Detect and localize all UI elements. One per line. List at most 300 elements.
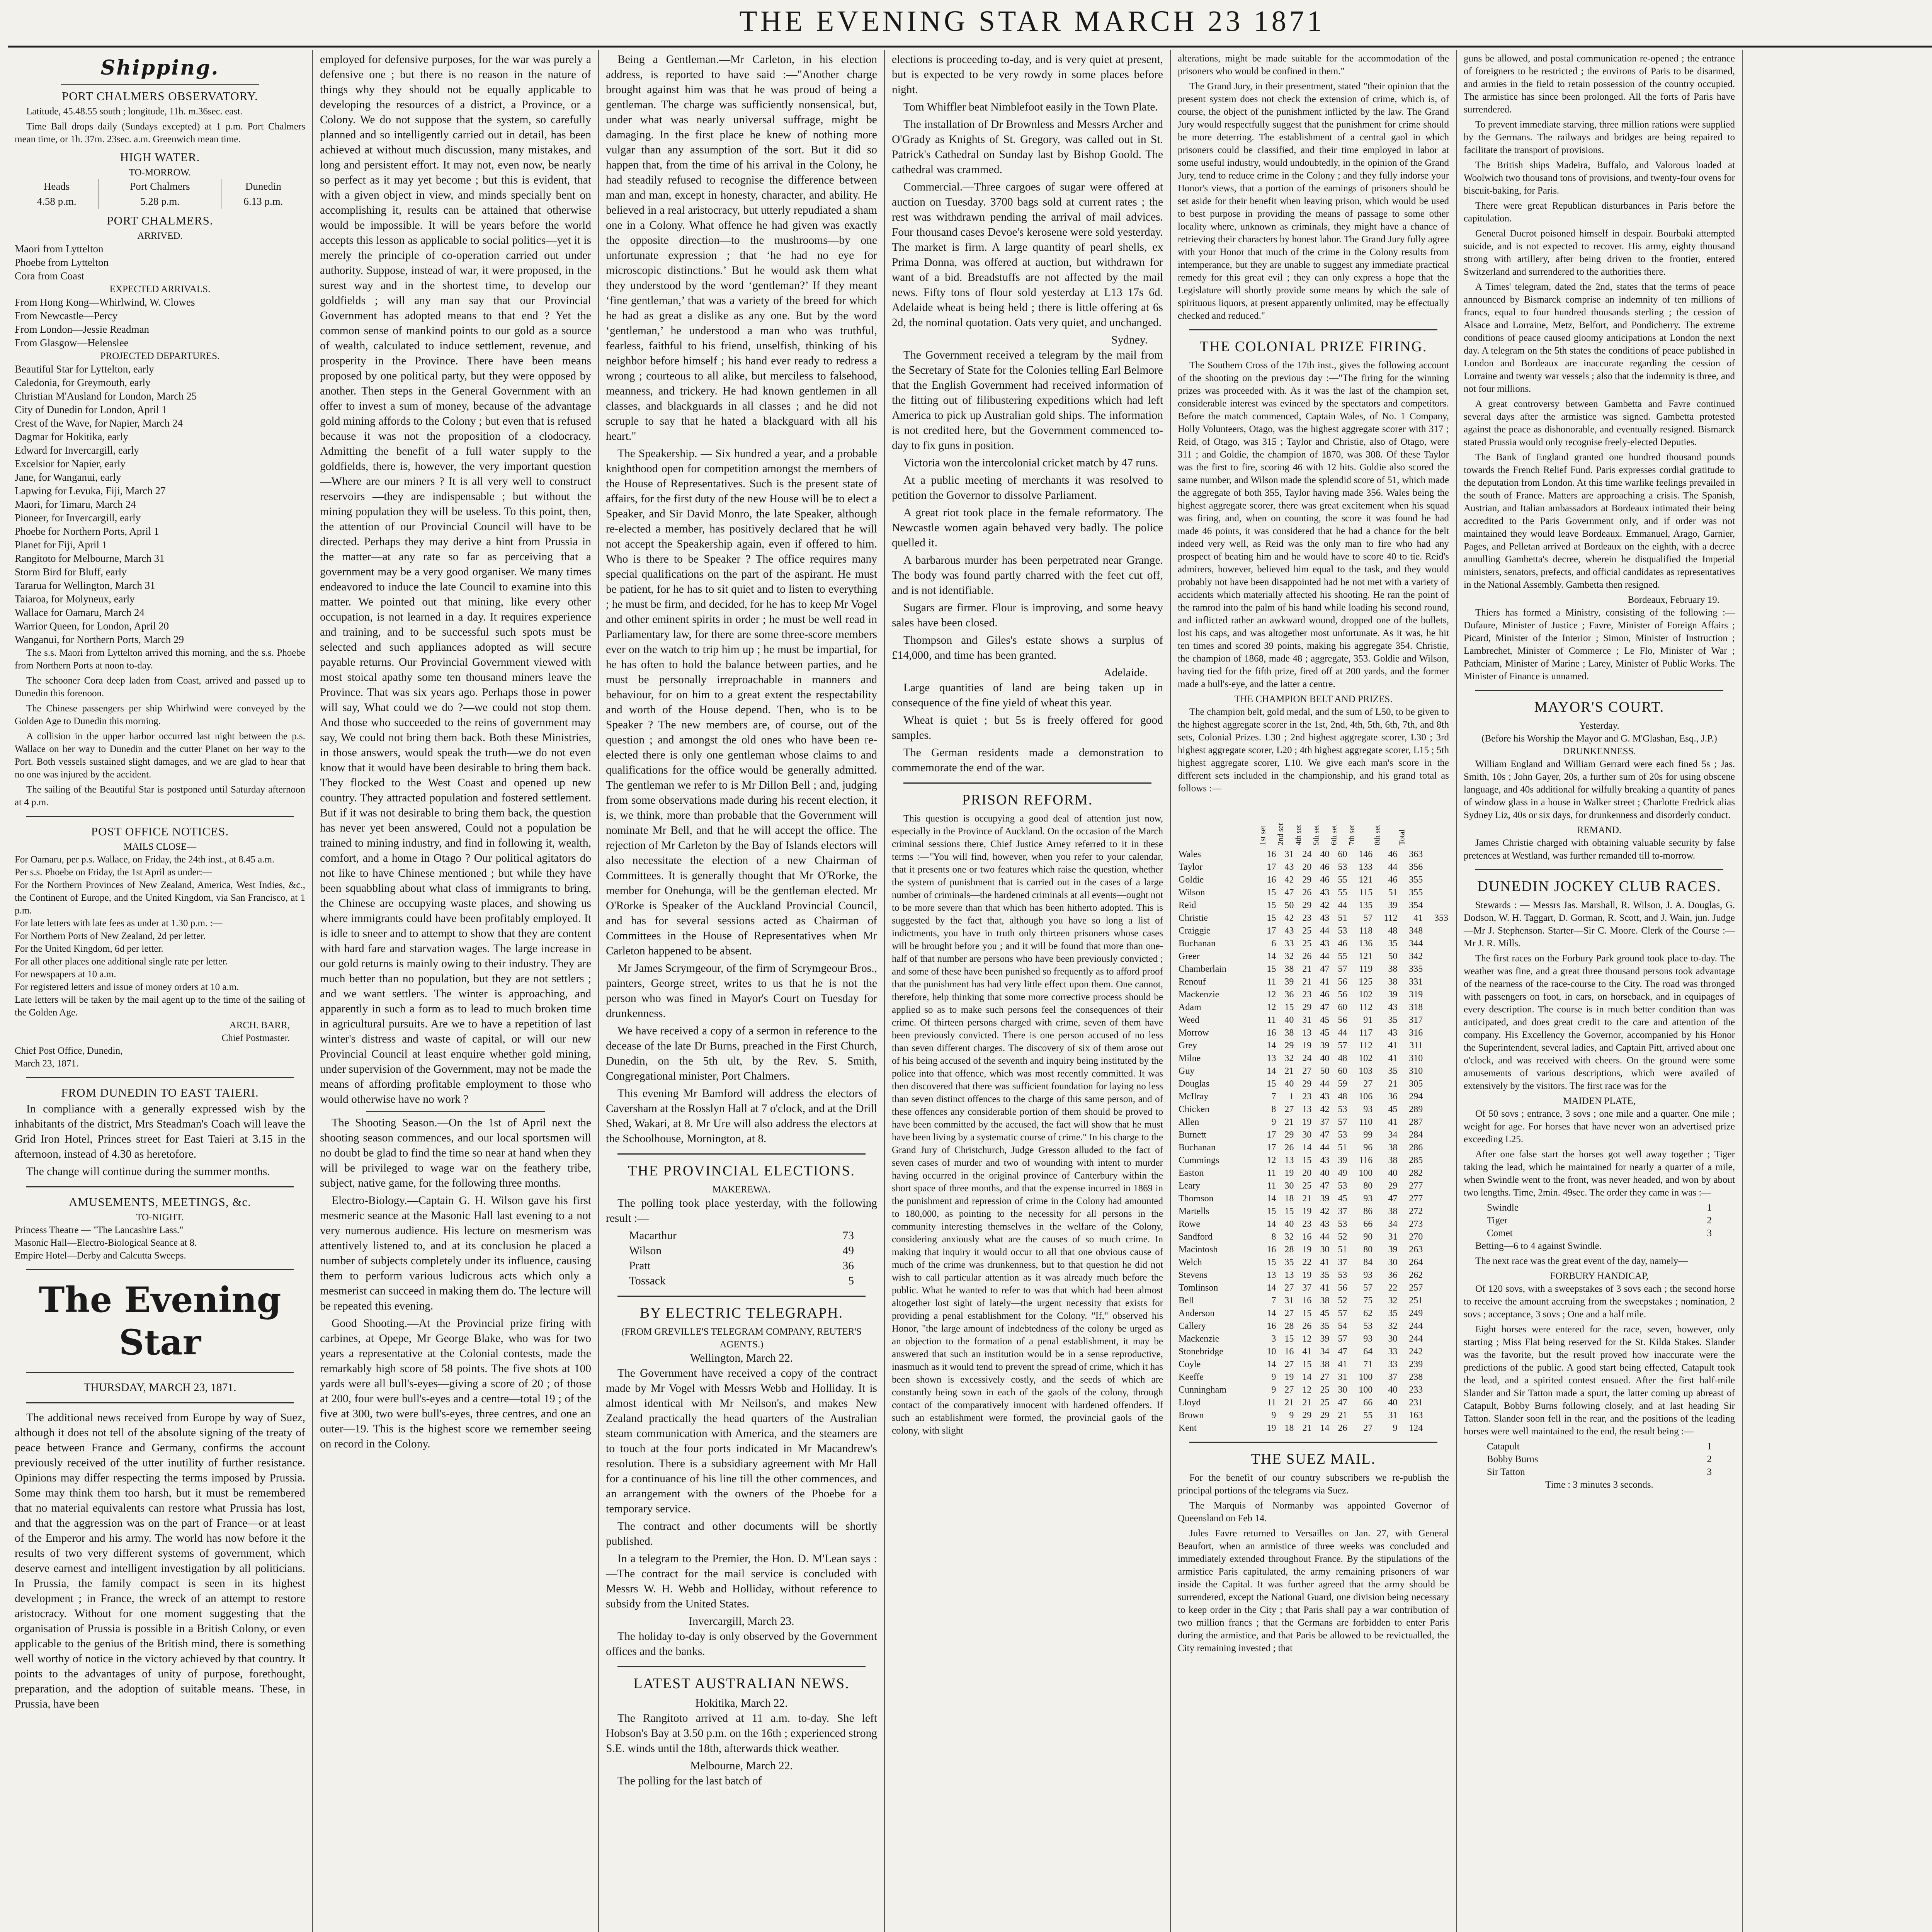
divider <box>26 1402 294 1403</box>
table-row <box>1178 1103 1449 1116</box>
score-cell: 36 <box>1388 1270 1398 1280</box>
score-cell: 6 <box>1271 939 1276 949</box>
list-item <box>15 389 305 403</box>
score-cell: 244 <box>1409 1321 1423 1331</box>
score-cell: 21 <box>1338 1410 1347 1420</box>
score-cell: 31 <box>1338 1372 1347 1382</box>
table-row <box>1178 1141 1449 1154</box>
score-cell: 57 <box>1338 1041 1347 1051</box>
table-row <box>1178 912 1449 925</box>
score-cell: 51 <box>1338 913 1347 923</box>
score-cell: 16 <box>1284 1347 1294 1357</box>
score-cell: 41 <box>1302 1347 1312 1357</box>
score-cell: 25 <box>1302 1181 1312 1191</box>
score-cell: 264 <box>1409 1257 1423 1267</box>
race-text: Eight horses were entered for the race, seven, however, only starting ; Miss Flat being reserved for the St. Kilda Stakes. Slander was the favorite, but the result proved how inaccurate were the predictions of the public. A good start being effected, Catapult took the lead, and a spirited contest ensued. After the first half-mile Slander and Sir Tatton made a spurt, the latter coming up abreast of Catapult, Bobby Burns following closely, and at last heading Sir Tatton. Slander soon fell in the rear, and the positions of the leading horses were well maintained to the end, the result being :— <box>1464 1324 1735 1437</box>
competitor-name: Wales <box>1179 849 1201 859</box>
score-cell: 55 <box>1338 875 1347 885</box>
score-cell: 331 <box>1409 977 1423 987</box>
post-line: For newspapers at 10 a.m. <box>15 969 116 980</box>
score-cell: 35 <box>1388 939 1398 949</box>
list-item <box>15 552 305 565</box>
score-cell: 55 <box>1338 951 1347 961</box>
score-cell: 28 <box>1284 1321 1294 1331</box>
score-cell: 19 <box>1302 1270 1312 1280</box>
score-cell: 11 <box>1267 1398 1276 1408</box>
score-cell: 43 <box>1320 939 1330 949</box>
list-item-text: Christian M'Ausland for London, March 25 <box>15 390 197 402</box>
score-cell: 112 <box>1384 913 1398 923</box>
score-cell: 62 <box>1363 1308 1373 1318</box>
list-item <box>15 457 305 471</box>
score-cell: 45 <box>1320 1015 1330 1025</box>
score-cell: 9 <box>1271 1410 1276 1420</box>
score-cell: 35 <box>1388 1066 1398 1076</box>
score-cell: 38 <box>1388 964 1398 974</box>
competitor-name: Bell <box>1179 1296 1194 1306</box>
list-item <box>15 362 305 376</box>
list-item-text: Edward for Invercargill, early <box>15 444 139 456</box>
post-signature: ARCH. BARR, <box>229 1020 290 1031</box>
score-cell: 14 <box>1320 1423 1330 1433</box>
score-cell: 38 <box>1284 964 1294 974</box>
news-text: At a public meeting of merchants it was resolved to petition the Governor to dissolve Parliament. <box>892 474 1163 502</box>
score-cell: 32 <box>1284 1232 1294 1242</box>
jockey-club-heading: DUNEDIN JOCKEY CLUB RACES. <box>1477 878 1721 895</box>
race-text: The first races on the Forbury Park ground took place to-day. The weather was fine, and a great three thousand persons took advantage of the nearness of the race-course to the City. The road was thronged with passengers on foot, in cars, on horseback, and in equipages of every description. The course is in much better condition than was anticipated, and does great credit to the care and attention of the company. His Excellency the Governor, accompanied by his Honor the Superintendent, several ladies, and Captain Pitt, arrived about one o'clock, and was received with cheers. On the ground were some amusements of various descriptions, which were availed of extensively by the visitors. The first race was for the <box>1464 953 1735 1091</box>
score-cell: 47 <box>1338 1347 1347 1357</box>
table-row <box>1178 1294 1449 1307</box>
score-cell: 30 <box>1388 1334 1398 1344</box>
taieri-text: In compliance with a generally expressed wish by the inhabitants of the district, Mrs Steadman's Coach will leave the Grid Iron Hotel, Princes street for East Taieri at 3.15 in the afternoon, instead of 4.30 as heretofore. <box>15 1103 305 1160</box>
score-cell: 14 <box>1267 1194 1276 1204</box>
score-cell: 29 <box>1284 1130 1294 1140</box>
stewards-text: Stewards : — Messrs Jas. Marshall, R. Wilson, J. A. Douglas, G. Dodson, W. H. Taggart, D. Gorman, R. Scott, and J. Wain, jun. Judge—Mr J. Stephenson. Starter—Sir C. Moore. Clerk of the Course :—Mr J. R. Mills. <box>1464 900 1735 949</box>
post-line: For Oamaru, per p.s. Wallace, on Friday, the 24th inst., at 8.45 a.m. <box>15 854 275 865</box>
score-cell: 47 <box>1284 888 1294 898</box>
score-cell: 64 <box>1363 1347 1373 1357</box>
score-cell: 23 <box>1302 913 1312 923</box>
competitor-name: Stevens <box>1179 1270 1208 1280</box>
score-cell: 53 <box>1338 1270 1347 1280</box>
list-item-text: Tararua for Wellington, March 31 <box>15 580 155 591</box>
score-cell: 21 <box>1284 1398 1294 1408</box>
score-cell: 51 <box>1388 888 1398 898</box>
table-row <box>1178 1129 1449 1141</box>
score-cell: 40 <box>1320 1053 1330 1063</box>
score-cell: 60 <box>1338 1066 1347 1076</box>
competitor-name: Anderson <box>1179 1308 1215 1318</box>
score-cell: 8 <box>1271 1104 1276 1114</box>
lead-article: The additional news received from Europe by way of Suez, although it does not tell of the absolute signing of the treaty of peace between France and Germany, confirms the account previously received of the utter inutility of further resistance. Opinions may differ respecting the terms imposed by Prussia. Some may think them too harsh, but it must be remembered that no material equivalents can restore what Prussia has lost, and that the aggression was on the part of France—or at least of the Emperor and his army. The world has now before it the results of two very different systems of government, which deserve earnest and intelligent investigation by all politicians. In Prussia, the family compact is seen in its highest development ; in France, the wreck of an attempt to restore aristocracy. Without for one moment suggesting that the organisation of Prussia is possible in a British Colony, or even applicable to the genius of the British mind, there is something well worthy of notice in the victory achieved by that country. It points to the advantages of unity of purpose, forethought, preparation, and the adoption of suitable means. These, in Prussia, have been <box>15 1412 305 1710</box>
score-cell: 29 <box>1284 1041 1294 1051</box>
list-item <box>15 579 305 592</box>
score-cell: 242 <box>1409 1347 1423 1357</box>
score-cell: 51 <box>1338 1143 1347 1153</box>
list-item <box>15 417 305 430</box>
forbury-results <box>1464 1440 1735 1478</box>
list-item <box>15 619 305 633</box>
score-cell: 33 <box>1388 1347 1398 1357</box>
prize-header <box>1348 797 1373 848</box>
score-cell: 17 <box>1267 926 1276 936</box>
score-cell: 39 <box>1388 990 1398 1000</box>
poll-row: Tossack 5 <box>629 1275 854 1287</box>
table-row <box>1178 1065 1449 1078</box>
score-cell: 43 <box>1320 888 1330 898</box>
list-item <box>15 565 305 579</box>
prize-header <box>1277 797 1294 848</box>
score-cell: 45 <box>1320 1028 1330 1038</box>
column-6 <box>1457 52 1742 1932</box>
list-item-text: Wanganui, for Northern Ports, March 29 <box>15 634 184 645</box>
score-cell: 40 <box>1320 849 1330 859</box>
table-row <box>1178 861 1449 874</box>
score-cell: 43 <box>1320 1092 1330 1102</box>
ship-note: The schooner Cora deep laden from Coast, arrived and passed up to Dunedin this forenoon. <box>15 675 305 699</box>
tonight-label: TO-NIGHT. <box>136 1212 184 1223</box>
score-cell: 15 <box>1267 900 1276 910</box>
tide-header: Heads <box>15 179 99 194</box>
score-cell: 41 <box>1320 1257 1330 1267</box>
table-row <box>1178 1256 1449 1269</box>
score-cell: 55 <box>1338 888 1347 898</box>
score-cell: 41 <box>1413 913 1423 923</box>
table-row <box>1178 1001 1449 1014</box>
result-row: Swindle 1 <box>1487 1202 1712 1213</box>
score-cell: 25 <box>1302 939 1312 949</box>
score-cell: 48 <box>1388 926 1398 936</box>
list-item-text: Planet for Fiji, April 1 <box>15 539 107 551</box>
score-cell: 30 <box>1320 1245 1330 1255</box>
competitor-name: Goldie <box>1179 875 1204 885</box>
race-text: Of 120 sovs, with a sweepstakes of 3 sovs each ; the second horse to receive the amount accruing from the sweepstakes ; nomination, 2 sovs ; acceptance, 3 sovs ; One and a half mile. <box>1464 1284 1735 1320</box>
score-cell: 28 <box>1284 1245 1294 1255</box>
score-cell: 93 <box>1363 1194 1373 1204</box>
table-row <box>1178 1371 1449 1384</box>
divider <box>26 816 294 817</box>
dateline: Invercargill, March 23. <box>689 1615 794 1628</box>
score-cell: 13 <box>1267 1053 1276 1063</box>
score-cell: 19 <box>1284 1168 1294 1178</box>
competitor-name: Renouf <box>1179 977 1206 987</box>
telegram-text: The Government have received a copy of the contract made by Mr Vogel with Messrs Webb and Holliday. It is almost identical with Mr Neilson's, and makes New Zealand practically the head quarters of the Australian steam communication with America, and the steamers are to touch at the four ports indicated in Mr Macandrew's resolution. There is a subsidiary agreement with Mr Hall for a continuance of his line till the other commences, and an arrangement with the owners of the Phoebe for a temporary service. <box>606 1367 877 1515</box>
score-cell: 16 <box>1267 1245 1276 1255</box>
score-cell: 238 <box>1409 1372 1423 1382</box>
result-row: Tiger 2 <box>1487 1215 1712 1226</box>
score-cell: 33 <box>1284 939 1294 949</box>
score-cell: 93 <box>1363 1104 1373 1114</box>
score-cell: 135 <box>1359 900 1373 910</box>
race-text: Of 50 sovs ; entrance, 3 sovs ; one mile and a quarter. One mile ; weight for age. For horses that have never won an advertised prize exceeding L25. <box>1464 1109 1735 1145</box>
good-shooting: Good Shooting.—At the Provincial prize firing with carbines, at Opepe, Mr George Blake, who was for two years a representative at the Colonial contests, made the remarkably high score of 58 points. The five shots at 100 yards were all bull's-eyes—giving a score of 20 ; of those at 200, four were bull's-eyes and a centre—total 19 ; of the five at 300, two were bull's-eyes, three centres, and one an outer—19. This is the highest score we remember seeing on record in the Colony. <box>320 1317 591 1450</box>
prize-header <box>1373 797 1398 848</box>
competitor-name: Cunningham <box>1179 1385 1226 1395</box>
score-cell: 46 <box>1320 990 1330 1000</box>
table-row <box>1178 1154 1449 1167</box>
score-cell: 117 <box>1359 1028 1373 1038</box>
score-cell: 16 <box>1302 1296 1312 1306</box>
score-cell: 18 <box>1284 1423 1294 1433</box>
divider <box>617 1296 866 1297</box>
score-cell: 56 <box>1338 990 1347 1000</box>
observatory-heading: PORT CHALMERS OBSERVATORY. <box>62 89 258 103</box>
news-text: Thiers has formed a Ministry, consisting of the following :—Dufaure, Minister of Justice ; Favre, Minister of Foreign Affairs ; Picard, Minister of the Interior ; Simon, Minister of Instruction ; Lambrechet, Minister of Commerce ; Le Flo, Minister of War ; Pathciam, Minister of Marine ; Larey, Minister of Public Works. The Minister of Finance is unnamed. <box>1464 607 1735 682</box>
score-cell: 22 <box>1302 1257 1312 1267</box>
score-cell: 38 <box>1388 1143 1398 1153</box>
taieri-heading: FROM DUNEDIN TO EAST TAIERI. <box>61 1086 259 1099</box>
score-cell: 39 <box>1320 1041 1330 1051</box>
divider <box>617 1153 866 1155</box>
list-item-text: Pioneer, for Invercargill, early <box>15 512 141 524</box>
score-cell: 14 <box>1267 1283 1276 1293</box>
list-item-text: Maori, for Timaru, March 24 <box>15 498 136 510</box>
score-cell: 91 <box>1363 1015 1373 1025</box>
score-cell: 9 <box>1271 1385 1276 1395</box>
score-cell: 353 <box>1434 913 1448 923</box>
score-cell: 15 <box>1284 1206 1294 1216</box>
score-cell: 115 <box>1359 888 1373 898</box>
score-cell: 38 <box>1284 1028 1294 1038</box>
score-cell: 20 <box>1302 1168 1312 1178</box>
score-cell: 34 <box>1388 1219 1398 1229</box>
score-cell: 344 <box>1409 939 1423 949</box>
score-cell: 18 <box>1284 1194 1294 1204</box>
score-cell: 80 <box>1363 1181 1373 1191</box>
score-cell: 31 <box>1388 1232 1398 1242</box>
score-cell: 39 <box>1284 977 1294 987</box>
table-row <box>1178 1231 1449 1243</box>
score-cell: 26 <box>1302 1321 1312 1331</box>
competitor-name: Martells <box>1179 1206 1209 1216</box>
list-item-text: Crest of the Wave, for Napier, March 24 <box>15 417 183 429</box>
list-item <box>15 511 305 525</box>
ship-note: A collision in the upper harbor occurred last night between the p.s. Wallace on her way to Dunedin and the cutter Planet on her way to the Port. Both vessels sustained slight damages, and we are glad to hear that no one was injured by the accident. <box>15 731 305 780</box>
score-cell: 21 <box>1302 1423 1312 1433</box>
maiden-results <box>1464 1201 1735 1240</box>
telegraph-sub: (FROM GREVILLE'S TELEGRAM COMPANY, REUTER'S AGENTS.) <box>621 1327 862 1350</box>
score-cell: 21 <box>1302 977 1312 987</box>
competitor-name: Adam <box>1179 1002 1201 1012</box>
shipping-heading: Shipping. <box>100 56 219 80</box>
court-text: James Christie charged with obtaining valuable security by false pretences at Westland, was further remanded till to-morrow. <box>1464 838 1735 861</box>
score-cell: 13 <box>1302 1028 1312 1038</box>
list-item: From London—Jessie Readman <box>15 323 149 335</box>
post-lines <box>15 853 305 1019</box>
score-cell: 13 <box>1302 1104 1312 1114</box>
masthead-rule <box>8 46 1932 48</box>
table-row <box>1178 848 1449 861</box>
score-cell: 41 <box>1388 1117 1398 1127</box>
news-text: A great riot took place in the female reformatory. The Newcastle women again behaved very badly. The police quelled it. <box>892 507 1163 549</box>
score-cell: 14 <box>1267 1041 1276 1051</box>
amusement-item: Empire Hotel—Derby and Calcutta Sweeps. <box>15 1250 186 1261</box>
makerewa-label: MAKEREWA. <box>712 1184 771 1195</box>
score-cell: 12 <box>1302 1334 1312 1344</box>
score-cell: 39 <box>1388 900 1398 910</box>
score-cell: 50 <box>1284 900 1294 910</box>
score-cell: 9 <box>1271 1372 1276 1382</box>
score-cell: 19 <box>1267 1423 1276 1433</box>
score-cell: 40 <box>1388 1398 1398 1408</box>
competitor-name: Chicken <box>1179 1104 1209 1114</box>
table-row <box>1178 1333 1449 1345</box>
score-cell: 44 <box>1320 1143 1330 1153</box>
score-cell: 43 <box>1320 1219 1330 1229</box>
score-cell: 75 <box>1363 1296 1373 1306</box>
score-cell: 305 <box>1409 1079 1423 1089</box>
score-cell: 100 <box>1359 1168 1373 1178</box>
score-cell: 41 <box>1338 1359 1347 1369</box>
table-row <box>1178 1320 1449 1333</box>
expected-list <box>15 296 305 350</box>
list-item: From Glasgow—Helenslee <box>15 337 129 349</box>
prize-table-wrap <box>1178 797 1449 1435</box>
competitor-name: Allen <box>1179 1117 1199 1127</box>
score-cell: 93 <box>1363 1334 1373 1344</box>
tide-time: 6.13 p.m. <box>243 196 283 207</box>
score-cell: 284 <box>1409 1130 1423 1140</box>
post-line: For the Northern Provinces of New Zealand, America, West Indies, &c., the Continent of Europe, and the United Kingdom, via San Francisco, at 1 p.m. <box>15 880 305 916</box>
score-cell: 23 <box>1302 1219 1312 1229</box>
competitor-name: Brown <box>1179 1410 1204 1420</box>
score-cell: 354 <box>1409 900 1423 910</box>
score-cell: 30 <box>1338 1385 1347 1395</box>
article-text: employed for defensive purposes, for the war was purely a defensive one ; but there is no reason in the nature of things why they should not be equally applicable to developing the resources of a district, a Province, or a Colony. We do not suppose that the system, so carefully planned and so intelligently carried out in detail, has been achieved at without much discussion, many mistakes, and long and persistent effort. It may not, even now, be nearly so perfect as it may yet become ; but this is evident, that with a given object in view, and minds specially bent on accomplishing it, results can be attained that otherwise would be impossible. It will be years before the world accepts this lesson as applicable to social politics—yet it is merely the principle of co-operation carried out under authority. Suppose, instead of war, it were proposed, in the surest way and in the shortest time, to develop our goldfields ; will any man say that our Provincial Government has adopted means to that end ? Yet the common sense of mankind points to our gold as a source of wealth, calculated to induce settlement, revenue, and prosperity in the Province. There have been means proposed by one political party, but they were opposed by another. Then steps in the General Government with an offer to invest a sum of money, because of the advantage gold mining affords to the Colony ; but even that is refused because it was not the proposition of a clodocracy. Admitting the benefit of a full water supply to the goldfields, there is, however, the very important question—Where are our miners ? It is all very well to construct reservoirs —they are indispensable ; but without the mining population they will be useless. To this point, then, the attention of our Provincial Council will have to be directed. Perhaps they may derive a hint from Prussia in the matter—at any rate so far as perceiving that a government may be a very good organiser. We many times endeavored to induce the late Council to examine into this matter. We pointed out that mining, like every other occupation, is not learned in a day. It requires experience and training, and to be successful such spots must be selected and such appliances adopted as will secure payable returns. Our Provincial Government viewed with most stoical apathy some ten thousand miners leave the Province. That was six years ago. Perhaps those in power will say, What could we do ?—we could not stop them. And those who succeeded to the reins of government may say, We could not bring them back. Both these Ministries, in those answers, would speak the truth—we do not even know that it would have been desirable to bring them back. They flocked to the West Coast and opened up new country. They attracted population and fostered settlement. But if it was not desirable to bring them back, the question has never yet been answered, Could not a population be trained to mining industry, and find in following it, wealth, comfort, and a home in Otago ? Our political agitators do not like to have Chinese mentioned ; but while they have been squabbling about what class of immigrants to bring, the Chinese are occupying waste places, and showing us where immigrants could have been profitably employed. It is idle to sneer and to attempt to show that they are content with hard fare and starvation wages. The large increase in our gold returns is mainly owing to their industry. They are much better than no population, but they are not settlers ; and we want settlers. The winter is approaching, and apparently in such a form as to lead to much broken time in agricultural pursuits. Are we to have a repetition of last winter's distress and waste of capital, or will our new Provincial Council at least enquire whether gold mining, under supervision of the Government, may not be made the means of affording profitable employment to those who would otherwise have no work ? <box>320 53 591 1105</box>
table-row <box>1178 1180 1449 1192</box>
news-text: alterations, might be made suitable for the accommodation of the prisoners who would be confined in them." <box>1178 53 1449 77</box>
telegram-text: The holiday to-day is only observed by the Government offices and the banks. <box>606 1630 877 1658</box>
score-cell: 86 <box>1363 1206 1373 1216</box>
score-cell: 47 <box>1320 1130 1330 1140</box>
score-cell: 35 <box>1284 1257 1294 1267</box>
score-cell: 26 <box>1338 1423 1347 1433</box>
score-cell: 231 <box>1409 1398 1423 1408</box>
column-2 <box>313 52 598 1932</box>
post-line: Late letters will be taken by the mail agent up to the time of the sailing of the Golden Age. <box>15 995 305 1018</box>
score-cell: 43 <box>1388 1028 1398 1038</box>
competitor-name: Wilson <box>1179 888 1205 898</box>
score-cell: 29 <box>1302 1002 1312 1012</box>
prize-header <box>1398 797 1423 848</box>
competitor-name: Tomlinson <box>1179 1283 1218 1293</box>
score-cell: 19 <box>1302 1206 1312 1216</box>
score-cell: 348 <box>1409 926 1423 936</box>
score-cell: 15 <box>1267 913 1276 923</box>
score-cell: 116 <box>1359 1155 1373 1165</box>
speakership-item: The Speakership. — Six hundred a year, and a probable knighthood open for competition amongst the members of the House of Representatives. Such is the present state of affairs, for the first duty of the new House will be to elect a Speaker, and Sir David Monro, the late Speaker, although re-elected a member, has positively declared that he will not accept the Speakership again, even if offered to him. Who is there to be Speaker ? The office requires many special qualifications on the part of the aspirant. He must be patient, for he has to sit quiet and to listen to everything ; he must be firm, and decided, for he has to keep Mr Vogel and other eminent spirits in order ; he must be well read in Parliamentary law, for there are some three-score members ever on the watch to trip him up ; he must be impartial, for he has often to hold the balance between parties, and he must be personally irreproachable in manners and behaviour, for on him to a great extent the respectability and worth of the House depend. Then, who is to be Speaker ? The new members are, of course, out of the question ; and amongst the old ones who have been re-elected there is only one gentleman whose claims to and qualifications for the office would be generally admitted. The gentleman we refer to is Mr Dillon Bell ; and, judging from some observations made during his recent election, it is, we think, more than probable that the Government will nominate Mr Bell, and that he will accept the office. The rejection of Mr Carleton by the Bay of Islands electors will also necessitate the election of a new Chairman of Committees. It is generally thought that Mr O'Rorke, the member for Onehunga, will be the gentleman elected. Mr O'Rorke is Speaker of the Auckland Provincial Council, and has for several sessions acted as Chairman of Committees in the House of Representatives when Mr Carleton happened to be absent. <box>606 447 877 957</box>
prison-reform-heading: PRISON REFORM. <box>962 792 1093 808</box>
score-cell: 43 <box>1320 913 1330 923</box>
score-cell: 52 <box>1338 1232 1347 1242</box>
telegram-text: In a telegram to the Premier, the Hon. D. M'Lean says :—The contract for the mail service is concluded with Messrs W. H. Webb and Holliday, without reference to subsidy from the United States. <box>606 1553 877 1610</box>
score-cell: 19 <box>1284 1372 1294 1382</box>
score-cell: 262 <box>1409 1270 1423 1280</box>
score-cell: 53 <box>1338 1219 1347 1229</box>
list-item: Cora from Coast <box>15 270 84 282</box>
table-row <box>1178 899 1449 912</box>
score-cell: 27 <box>1320 1372 1330 1382</box>
score-cell: 1 <box>1289 1092 1294 1102</box>
score-cell: 40 <box>1320 1168 1330 1178</box>
prize-header-label: 2nd set <box>1276 823 1285 845</box>
divider <box>61 84 259 85</box>
score-cell: 277 <box>1409 1181 1423 1191</box>
list-item: Phoebe from Lyttelton <box>15 257 109 268</box>
score-cell: 66 <box>1363 1219 1373 1229</box>
score-cell: 118 <box>1359 926 1373 936</box>
score-cell: 14 <box>1267 951 1276 961</box>
news-text: A great controversy between Gambetta and Favre continued several days after the armistice was signed. Gambetta protested against the peace as dishonorable, and eventually resigned. Bismarck stated Prussia would only recognise freely-elected Deputies. <box>1464 399 1735 447</box>
score-cell: 272 <box>1409 1206 1423 1216</box>
score-cell: 38 <box>1388 1155 1398 1165</box>
score-cell: 96 <box>1363 1143 1373 1153</box>
yesterday-label: Yesterday. <box>1579 721 1619 731</box>
score-cell: 112 <box>1359 1041 1373 1051</box>
competitor-name: Leary <box>1179 1181 1200 1191</box>
list-item-text: Caledonia, for Greymouth, early <box>15 377 151 388</box>
score-cell: 294 <box>1409 1092 1423 1102</box>
score-cell: 106 <box>1359 1092 1373 1102</box>
score-cell: 102 <box>1359 990 1373 1000</box>
poll-row: Wilson 49 <box>629 1245 854 1257</box>
score-cell: 35 <box>1388 1015 1398 1025</box>
score-cell: 27 <box>1363 1079 1373 1089</box>
prize-header-label: 5th set <box>1312 825 1321 845</box>
list-item <box>15 403 305 417</box>
news-text: guns be allowed, and postal communication re-opened ; the entrance of foreigners to be restricted ; the environs of Paris to be disarmed, and armies in the field to retain possession of the country occupied. The armistice has since been prolonged. All the forts of Paris have surrendered. <box>1464 53 1735 115</box>
score-cell: 9 <box>1289 1410 1294 1420</box>
score-cell: 56 <box>1338 1283 1347 1293</box>
score-cell: 71 <box>1363 1359 1373 1369</box>
news-text: The German residents made a demonstration to commemorate the end of the war. <box>892 747 1163 774</box>
list-item-text: Phoebe for Northern Ports, April 1 <box>15 526 159 537</box>
score-cell: 47 <box>1320 1181 1330 1191</box>
score-cell: 103 <box>1359 1066 1373 1076</box>
news-text: Wheat is quiet ; but 5s is freely offered for good samples. <box>892 714 1163 742</box>
list-item <box>15 484 305 498</box>
score-cell: 53 <box>1338 926 1347 936</box>
score-cell: 31 <box>1302 1015 1312 1025</box>
divider <box>366 1111 545 1112</box>
score-cell: 29 <box>1302 1410 1312 1420</box>
competitor-name: Kent <box>1179 1423 1197 1433</box>
prize-header-label: 4th set <box>1294 825 1303 845</box>
list-item-text: Beautiful Star for Lyttelton, early <box>15 363 154 375</box>
score-cell: 55 <box>1363 1410 1373 1420</box>
news-text: The polling for the last batch of <box>617 1775 762 1787</box>
competitor-name: Buchanan <box>1179 1143 1216 1153</box>
score-cell: 41 <box>1388 1053 1398 1063</box>
score-cell: 34 <box>1320 1347 1330 1357</box>
score-cell: 56 <box>1338 1015 1347 1025</box>
score-cell: 13 <box>1284 1155 1294 1165</box>
news-text: Commercial.—Three cargoes of sugar were offered at auction on Tuesday. 3700 bags sold at current rates ; the rest was withdrawn pending the arrival of mail advices. Four thousand cases Devoe's kerosene were sold yesterday. The market is firm. A large quantity of pearl shells, ex Prima Donna, was offered at auction, but withdrawn for want of a bid. Breadstuffs are not affected by the mail news. Fifty tons of flour sold yesterday at L13 17s 6d. Adelaide wheat is being held ; there is little offering at 6s 2d, the nominal quotation. Oats very quiet, and unchanged. <box>892 181 1163 329</box>
post-date: March 23, 1871. <box>15 1058 79 1069</box>
sermon-item: We have received a copy of a sermon in reference to the decease of the late Dr Burns, preached in the First Church, Dunedin, on the 5th ult, by the Rev. S. Smith, Congregational minister, Port Chalmers. <box>606 1025 877 1082</box>
score-cell: 15 <box>1267 964 1276 974</box>
score-cell: 146 <box>1359 849 1373 859</box>
score-cell: 53 <box>1338 1130 1347 1140</box>
score-cell: 39 <box>1338 1155 1347 1165</box>
score-cell: 27 <box>1284 1283 1294 1293</box>
score-cell: 319 <box>1409 990 1423 1000</box>
score-cell: 59 <box>1338 1079 1347 1089</box>
polling-intro: The polling took place yesterday, with the following result :— <box>606 1197 877 1225</box>
divider <box>617 1666 866 1667</box>
taieri-note: The change will continue during the summer months. <box>26 1165 270 1178</box>
projected-list <box>15 362 305 646</box>
